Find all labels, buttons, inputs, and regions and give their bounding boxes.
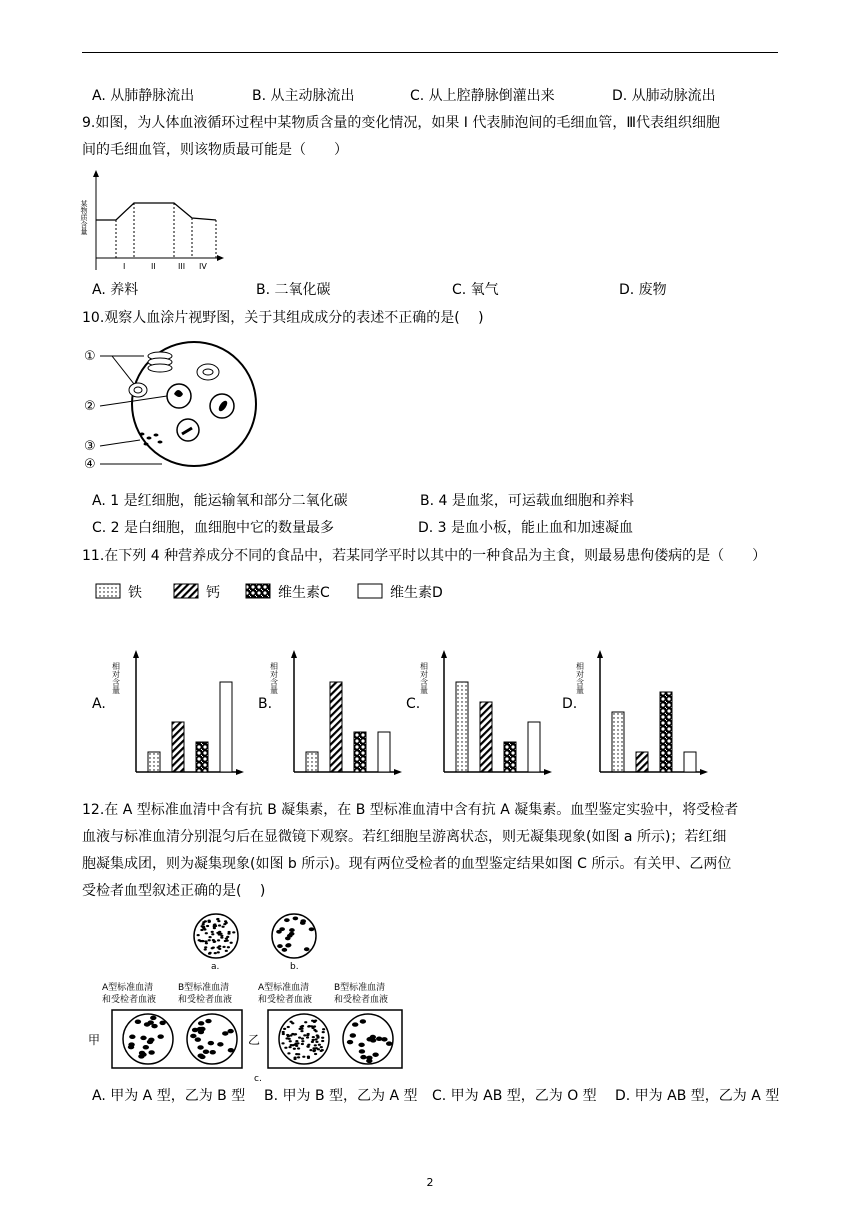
free-rbc [312,1036,315,1038]
free-rbc [315,1030,318,1032]
free-rbc [307,1057,310,1059]
clumped-rbc [304,947,310,951]
free-rbc [218,924,221,926]
q9-option-b[interactable]: B. 二氧化碳 [256,282,331,298]
free-rbc [223,923,226,925]
free-rbc [314,1044,317,1046]
q12-label-jia: 甲 [88,1033,101,1047]
q11-legend [94,578,474,608]
free-rbc [320,1046,323,1048]
bar-iron [456,682,468,772]
clumped-rbc [203,1050,209,1054]
clumped-rbc [190,1034,196,1038]
legend-vitamin-c: 维生素C [278,585,330,601]
free-rbc [317,1048,320,1050]
free-rbc [287,1026,290,1028]
q12-stem-line4: 受检者血型叙述正确的是( ) [82,883,266,899]
free-rbc [217,946,220,948]
clumped-rbc [143,1045,149,1049]
bar-calcium [330,682,342,772]
clumped-rbc [276,930,282,934]
free-rbc [306,1034,309,1036]
y-axis-arrow [291,650,297,658]
bar-calcium [172,722,184,772]
free-rbc [222,946,225,948]
bar-vitamin-d [220,682,232,772]
legend-calcium: 钙 [206,585,220,601]
clumped-rbc [360,1055,366,1059]
free-rbc [311,1039,314,1041]
free-rbc [301,1037,304,1039]
q9-xlabel-3: III [178,262,186,271]
free-rbc [211,931,214,933]
free-rbc [295,1053,298,1055]
clumped-rbc [192,1028,198,1032]
clumped-rbc [358,1043,364,1047]
q11-stem-line1: 11.在下列 4 种营养成分不同的食品中，若某同学平时以其中的一种食品为主食，则最易患佝偻病的是（ ） [82,548,767,564]
clumped-rbc [148,1038,154,1042]
clumped-rbc [284,918,290,922]
free-rbc [316,1036,319,1038]
free-rbc [295,1045,298,1047]
legend-iron: 铁 [128,585,142,601]
clumped-rbc [199,1055,205,1059]
clumped-rbc [144,1022,150,1026]
q10-option-d[interactable]: D. 3 是血小板，能止血和加速凝血 [418,520,634,536]
free-rbc [309,1049,312,1051]
free-rbc [216,918,219,920]
q10-option-c[interactable]: C. 2 是白细胞，血细胞中它的数量最多 [92,520,335,536]
free-rbc [199,940,202,942]
free-rbc [204,946,207,948]
bar-iron [612,712,624,772]
free-rbc [322,1031,325,1033]
free-rbc [219,933,222,935]
q8-option-d[interactable]: D. 从肺动脉流出 [612,88,716,104]
free-rbc [202,927,205,929]
free-rbc [316,1034,319,1036]
free-rbc [214,952,217,954]
free-rbc [200,929,203,931]
bar-calcium [636,752,648,772]
free-rbc [220,936,223,938]
free-rbc [204,948,207,950]
clumped-rbc [366,1059,372,1063]
q12-col4-line1: B型标准血清 [334,983,386,993]
free-rbc [284,1047,287,1049]
free-rbc [208,953,211,955]
free-rbc [311,1041,314,1043]
q11-chart-a [112,648,244,780]
free-rbc [206,925,209,927]
clumped-rbc [197,1045,203,1049]
free-rbc [322,1028,325,1030]
clumped-rbc [309,927,315,931]
header-rule [82,52,778,53]
free-rbc [289,1021,292,1023]
free-rbc [202,921,205,923]
free-rbc [318,1044,321,1046]
free-rbc [287,1052,290,1054]
q9-option-c[interactable]: C. 氧气 [452,282,499,298]
q12-option-b[interactable]: B. 甲为 B 型，乙为 A 型 [264,1088,418,1104]
q9-xlabel-1: I [123,262,126,271]
q11-chart-c [420,648,552,780]
free-rbc [294,1042,297,1044]
clumped-rbc [151,1024,157,1028]
q12-label-c: c. [254,1074,262,1084]
free-rbc [224,920,227,922]
clumped-rbc [352,1022,358,1026]
clumped-rbc [359,1049,365,1053]
y-axis-label: 相对含量 [269,662,279,694]
free-rbc [224,940,227,942]
free-rbc [297,1056,300,1058]
x-axis-arrow [700,769,708,775]
free-rbc [221,926,224,928]
free-rbc [314,1038,317,1040]
bar-vitamin-c [196,742,208,772]
clumped-rbc [282,948,288,952]
bar-iron [306,752,318,772]
q9-xlabel-2: II [151,262,156,271]
free-rbc [288,1046,291,1048]
free-rbc [227,932,230,934]
bar-vitamin-d [684,752,696,772]
clumped-rbc [198,1030,204,1034]
clumped-rbc [205,1019,211,1023]
free-rbc [283,1028,286,1030]
y-axis-label: 相对含量 [419,662,429,694]
q12-col2-line2: 和受检者血液 [178,995,233,1005]
y-axis-arrow [597,650,603,658]
free-rbc [217,951,220,953]
q12-option-a[interactable]: A. 甲为 A 型，乙为 B 型 [92,1088,246,1104]
free-rbc [314,1020,317,1022]
clumped-rbc [222,1031,228,1035]
q12-col1-line1: A型标准血清 [102,983,154,993]
q9-line-graph [82,168,232,276]
free-rbc [298,1036,301,1038]
clumped-rbc [293,916,299,920]
clumped-rbc [386,1041,392,1045]
q12-col3-line2: 和受检者血液 [258,995,313,1005]
free-rbc [281,1042,284,1044]
q10-label-1: ① [84,349,96,364]
clumped-rbc [347,1040,353,1044]
clumped-rbc [227,1029,233,1033]
bar-vitamin-d [378,732,390,772]
q11-chart-label-a[interactable]: A. [92,696,106,712]
free-rbc [212,946,215,948]
clumped-rbc [360,1019,366,1023]
q12-label-b: b. [290,962,299,972]
free-rbc [205,942,208,944]
free-rbc [232,931,235,933]
free-rbc [311,1027,314,1029]
free-rbc [225,950,228,952]
free-rbc [297,1047,300,1049]
clumped-rbc [228,1048,234,1052]
free-rbc [293,1048,296,1050]
q12-stem-line2: 血液与标准血清分别混匀后在显微镜下观察。若红细胞呈游离状态，则无凝集现象(如图 a 所示)；若红细 [82,829,727,845]
x-axis-arrow [544,769,552,775]
clumped-rbc [286,943,292,947]
free-rbc [213,924,216,926]
q12-stem-line1: 12.在 A 型标准血清中含有抗 B 凝集素，在 B 型标准血清中含有抗 A 凝集素。血型鉴定实验中，将受检者 [82,802,739,818]
free-rbc [207,919,210,921]
q9-option-d[interactable]: D. 废物 [619,282,667,298]
clumped-rbc [370,1035,376,1039]
free-rbc [282,1033,285,1035]
bar-iron [148,752,160,772]
free-rbc [208,939,211,941]
q12-col3-line1: A型标准血清 [258,983,310,993]
q9-xlabel-4: IV [199,262,207,271]
q10-option-a[interactable]: A. 1 是红细胞，能运输氧和部分二氧化碳 [92,493,348,509]
clumped-rbc [129,1035,135,1039]
clumped-rbc [289,928,295,932]
free-rbc [306,1036,309,1038]
q10-label-2: ② [84,399,96,414]
clumped-rbc [287,934,293,938]
bar-vitamin-c [354,732,366,772]
free-rbc [208,936,211,938]
clumped-rbc [372,1052,378,1056]
q12-stem-line3: 胞凝集成团，则为凝集现象(如图 b 所示)。现有两位受检者的血型鉴定结果如图 C 所示。有关甲、乙两位 [82,856,732,872]
bar-vitamin-c [504,742,516,772]
bar-vitamin-d [528,722,540,772]
free-rbc [226,936,229,938]
clumped-rbc [198,1021,204,1025]
free-rbc [201,925,204,927]
free-rbc [217,939,220,941]
free-rbc [211,933,214,935]
q12-option-d[interactable]: D. 甲为 AB 型，乙为 A 型 [615,1088,780,1104]
free-rbc [295,1040,298,1042]
page-number: 2 [426,1176,434,1189]
y-axis-label: 相对含量 [111,662,121,694]
clumped-rbc [208,1041,214,1045]
q11-chart-label-c[interactable]: C. [406,696,421,712]
clumped-rbc [157,1034,163,1038]
free-rbc [227,946,230,948]
q8-option-a[interactable]: A. 从肺静脉流出 [92,88,195,104]
q10-label-3: ③ [84,439,96,454]
clumped-rbc [140,1036,146,1040]
free-rbc [285,1037,288,1039]
clumped-rbc [210,1050,216,1054]
q10-label-4: ④ [84,457,96,472]
free-rbc [302,1056,305,1058]
q12-blood-type-figure [82,906,412,1082]
free-rbc [301,1043,304,1045]
q11-chart-label-d[interactable]: D. [562,696,578,712]
q10-blood-smear-figure [82,336,252,476]
q12-col2-line1: B型标准血清 [178,983,230,993]
q10-stem-line1: 10.观察人血涂片视野图，关于其组成成分的表述不正确的是( ) [82,310,484,326]
free-rbc [307,1046,310,1048]
y-axis-arrow [441,650,447,658]
x-axis-arrow [236,769,244,775]
clumped-rbc [150,1016,156,1020]
free-rbc [282,1031,285,1033]
free-rbc [289,1040,292,1042]
y-axis-label: 相对含量 [575,662,585,694]
x-axis-arrow [394,769,402,775]
free-rbc [205,932,208,934]
free-rbc [291,1033,294,1035]
clumped-rbc [300,919,306,923]
q11-chart-label-b[interactable]: B. [258,696,273,712]
q8-option-c[interactable]: C. 从上腔静脉倒灌出来 [410,88,555,104]
q9-stem-line1: 9.如图，为人体血液循环过程中某物质含量的变化情况，如果 I 代表肺泡间的毛细血管，Ⅲ代表组织细胞 [82,115,721,131]
free-rbc [294,1033,297,1035]
free-rbc [312,1050,315,1052]
q9-ylabel: 某物质含量 [80,200,88,235]
free-rbc [321,1040,324,1042]
free-rbc [197,934,200,936]
q9-option-a[interactable]: A. 养料 [92,282,139,298]
legend-vitamin-d: 维生素D [390,585,443,601]
q12-col4-line2: 和受检者血液 [334,995,389,1005]
clumped-rbc [139,1051,145,1055]
bar-calcium [480,702,492,772]
free-rbc [300,1026,303,1028]
free-rbc [301,1040,304,1042]
y-axis-arrow [133,650,139,658]
clumped-rbc [277,944,283,948]
free-rbc [300,1028,303,1030]
q9-stem-line2: 间的毛细血管，则该物质最可能是（ ） [82,142,348,158]
clumped-rbc [148,1050,154,1054]
q11-chart-d [576,648,708,780]
clumped-rbc [159,1021,165,1025]
clumped-rbc [350,1033,356,1037]
free-rbc [303,1034,306,1036]
free-rbc [320,1050,323,1052]
free-rbc [294,1057,297,1059]
clumped-rbc [135,1020,141,1024]
q10-option-b[interactable]: B. 4 是血浆，可运载血细胞和养料 [420,493,634,509]
free-rbc [304,1021,307,1023]
clumped-rbc [376,1037,382,1041]
bar-vitamin-c [660,692,672,772]
free-rbc [213,940,216,942]
clumped-rbc [217,1042,223,1046]
q12-col1-line2: 和受检者血液 [102,995,157,1005]
free-rbc [321,1037,324,1039]
free-rbc [314,1053,317,1055]
q11-chart-b [270,648,402,780]
free-rbc [315,1041,318,1043]
free-rbc [307,1025,310,1027]
free-rbc [230,942,233,944]
clumped-rbc [195,1037,201,1041]
free-rbc [300,1030,303,1032]
q12-label-a: a. [211,962,220,972]
clumped-rbc [128,1045,134,1049]
q12-option-c[interactable]: C. 甲为 AB 型，乙为 O 型 [432,1088,597,1104]
q8-option-b[interactable]: B. 从主动脉流出 [252,88,355,104]
q12-label-yi: 乙 [248,1033,261,1047]
